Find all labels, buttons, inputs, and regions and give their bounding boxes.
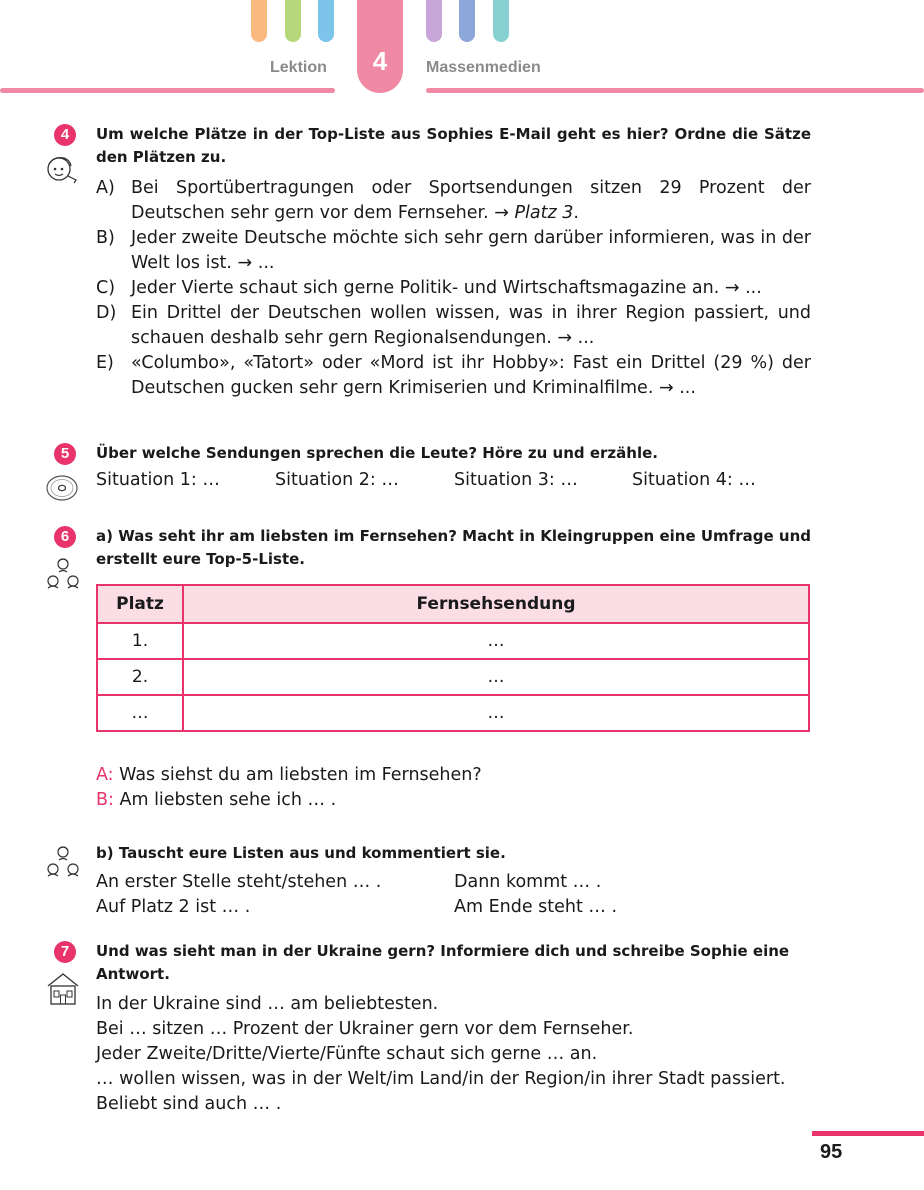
header-rule-left bbox=[0, 88, 335, 93]
item-text: Jeder Vierte schaut sich gerne Politik- und Wirtschaftsmagazine an. bbox=[131, 278, 720, 298]
footer-rule bbox=[812, 1131, 924, 1136]
arrow: → bbox=[488, 203, 515, 223]
table-cell: … bbox=[183, 623, 809, 659]
table-cell: … bbox=[183, 695, 809, 731]
situation-label: Situation 3: … bbox=[454, 470, 578, 490]
text-line: Beliebt sind auch … . bbox=[96, 1094, 282, 1114]
list-item bbox=[96, 301, 811, 351]
reading-person-icon bbox=[44, 152, 80, 186]
column-header: Platz bbox=[97, 585, 183, 623]
item-letter: A) bbox=[96, 178, 115, 198]
lektion-label: Lektion bbox=[270, 59, 327, 76]
item-answer: ... bbox=[577, 328, 595, 348]
situation-label: Situation 1: … bbox=[96, 470, 220, 490]
dialog-line bbox=[96, 788, 336, 813]
speaker-label: B: bbox=[96, 790, 114, 810]
item-text: Jeder zweite Deutsche möchte sich sehr gern darüber informieren, was in der Welt los ist. bbox=[131, 228, 811, 273]
list-item bbox=[96, 351, 811, 401]
house-icon bbox=[44, 970, 82, 1008]
list-item bbox=[96, 176, 811, 226]
cd-audio-icon bbox=[44, 470, 80, 504]
item-text: «Columbo», «Tatort» oder «Mord ist ihr Hobby»: Fast ein Drittel (29 %) der Deutschen gucken sehr gern Krimiserien und Kriminalfilme. bbox=[131, 353, 811, 398]
phrase: An erster Stelle steht/stehen … . bbox=[96, 872, 382, 892]
exercise-number: 4 bbox=[54, 124, 76, 146]
arrow: → bbox=[719, 278, 746, 298]
table-header-row bbox=[97, 585, 809, 623]
lektion-number: 4 bbox=[372, 46, 388, 76]
dialog-text: Was siehst du am liebsten im Fernsehen? bbox=[119, 765, 482, 785]
table-row bbox=[97, 695, 809, 731]
exercise-instruction: b) Tauscht eure Listen aus und kommentiert sie. bbox=[96, 844, 506, 862]
item-answer: Platz 3 bbox=[514, 203, 574, 223]
page-number: 95 bbox=[820, 1141, 843, 1163]
arrow: → bbox=[653, 378, 680, 398]
tab-decoration bbox=[318, 0, 334, 42]
tab-decoration bbox=[426, 0, 442, 42]
group-work-icon bbox=[44, 843, 82, 881]
phrase: Dann kommt … . bbox=[454, 872, 602, 892]
list-item bbox=[96, 276, 811, 301]
exercise-instruction: Über welche Sendungen sprechen die Leute? Höre zu und erzähle. bbox=[96, 444, 658, 462]
situation-label: Situation 4: … bbox=[632, 470, 756, 490]
top5-table bbox=[96, 584, 810, 732]
item-answer: ... bbox=[745, 278, 762, 298]
speaker-label: A: bbox=[96, 765, 114, 785]
exercise-number: 7 bbox=[54, 941, 76, 963]
exercise-instruction: Und was sieht man in der Ukraine gern? Informiere dich und schreibe Sophie eine Antwort. bbox=[96, 942, 790, 983]
column-header: Fernsehsendung bbox=[183, 585, 809, 623]
item-letter: C) bbox=[96, 278, 116, 298]
table-cell: 1. bbox=[97, 623, 183, 659]
table-cell: 2. bbox=[97, 659, 183, 695]
item-answer: ... bbox=[257, 253, 275, 273]
arrow: → bbox=[231, 253, 258, 273]
item-letter: D) bbox=[96, 303, 117, 323]
phrase: Auf Platz 2 ist … . bbox=[96, 897, 251, 917]
item-end: . bbox=[573, 203, 579, 223]
item-letter: E) bbox=[96, 353, 114, 373]
lektion-badge bbox=[357, 0, 403, 93]
dialog-line bbox=[96, 763, 482, 788]
item-answer: ... bbox=[679, 378, 696, 398]
text-line: In der Ukraine sind … am beliebtesten. bbox=[96, 994, 439, 1014]
situation-label: Situation 2: … bbox=[275, 470, 399, 490]
tab-decoration bbox=[493, 0, 509, 42]
table-row bbox=[97, 659, 809, 695]
exercise-number: 6 bbox=[54, 526, 76, 548]
tab-decoration bbox=[251, 0, 267, 42]
topic-title: Massenmedien bbox=[426, 59, 541, 76]
arrow: → bbox=[551, 328, 578, 348]
group-work-icon bbox=[44, 555, 82, 593]
exercise-instruction: Um welche Plätze in der Top-Liste aus Sophies E-Mail geht es hier? Ordne die Sätze den Plätzen zu. bbox=[96, 125, 811, 166]
header-rule-right bbox=[426, 88, 924, 93]
item-text: Ein Drittel der Deutschen wollen wissen, was in ihrer Region passiert, und schauen deshalb sehr gern Regionalsendungen. bbox=[131, 303, 811, 348]
table-cell: … bbox=[97, 695, 183, 731]
tab-decoration bbox=[459, 0, 475, 42]
text-line: Jeder Zweite/Dritte/Vierte/Fünfte schaut sich gerne … an. bbox=[96, 1044, 598, 1064]
list-item bbox=[96, 226, 811, 276]
exercise-instruction: a) Was seht ihr am liebsten im Fernsehen? Macht in Kleingruppen eine Umfrage und erstellt eure Top-5-Liste. bbox=[96, 527, 811, 568]
exercise-number: 5 bbox=[54, 443, 76, 465]
table-row bbox=[97, 623, 809, 659]
table-cell: … bbox=[183, 659, 809, 695]
text-line: … wollen wissen, was in der Welt/im Land/in der Region/in ihrer Stadt passiert. bbox=[96, 1069, 786, 1089]
phrase: Am Ende steht … . bbox=[454, 897, 618, 917]
dialog-text: Am liebsten sehe ich … . bbox=[119, 790, 337, 810]
item-letter: B) bbox=[96, 228, 115, 248]
tab-decoration bbox=[285, 0, 301, 42]
text-line: Bei … sitzen … Prozent der Ukrainer gern vor dem Fernseher. bbox=[96, 1019, 634, 1039]
item-text: Bei Sportübertragungen oder Sportsendungen sitzen 29 Prozent der Deutschen sehr gern vor dem Fernseher. bbox=[131, 178, 811, 223]
